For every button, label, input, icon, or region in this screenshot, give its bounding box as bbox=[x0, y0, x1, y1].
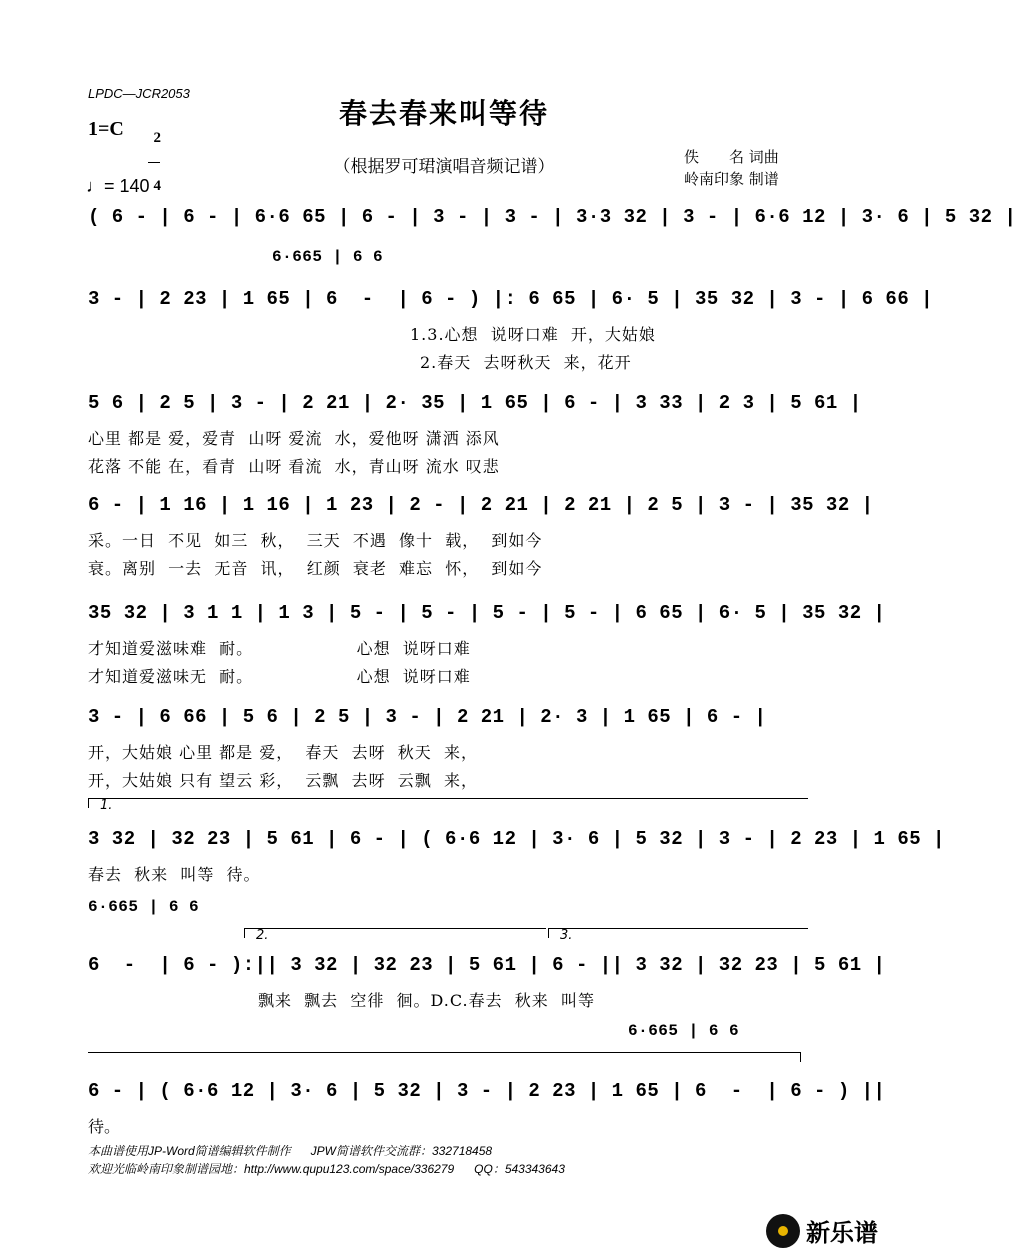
lyric-row-5-verse-1: 才知道爱滋味难 耐。 心想 说呀口难 bbox=[88, 639, 471, 658]
lyric-row-4-verse-1: 采。一日 不见 如三 秋， 三天 不遇 像十 载， 到如今 bbox=[88, 531, 543, 550]
notation-row-9: 6 - | ( 6·6 12 | 3· 6 | 5 32 | 3 - | 2 23 | 1 65 | 6 - | 6 - ) || bbox=[88, 1080, 886, 1102]
coda-bracket-end bbox=[800, 1052, 801, 1062]
lyric-row-6-verse-1: 开，大姑娘 心里 都是 爱， 春天 去呀 秋天 来， bbox=[88, 743, 478, 762]
volta-label-1: 1. bbox=[100, 798, 113, 813]
coda-bracket bbox=[88, 1052, 800, 1053]
lyric-row-4-verse-2: 衰。离别 一去 无音 讯， 红颜 衰老 难忘 怀， 到如今 bbox=[88, 559, 543, 578]
lyric-row-3-verse-2: 花落 不能 在，看青 山呀 看流 水，青山呀 流水 叹悲 bbox=[88, 457, 500, 476]
volta-label-2: 2. bbox=[256, 928, 269, 943]
lyric-row-2-verse-2: 2.春天 去呀秋天 来，花开 bbox=[420, 353, 632, 372]
notation-row-7: 3 32 | 32 23 | 5 61 | 6 - | ( 6·6 12 | 3· 6 | 5 32 | 3 - | 2 23 | 1 65 | bbox=[88, 828, 945, 850]
notation-row-3: 5 6 | 2 5 | 3 - | 2 21 | 2· 35 | 1 65 | 6 - | 3 33 | 2 3 | 5 61 | bbox=[88, 392, 862, 414]
footer-line-1: 本曲谱使用JP-Word简谱编辑软件制作 JPW简谱软件交流群：332718458 bbox=[88, 1144, 493, 1158]
lyric-row-9: 待。 bbox=[88, 1117, 121, 1136]
volta-bracket-1-start bbox=[88, 798, 89, 808]
notation-row-1: ( 6 - | 6 - | 6·6 65 | 6 - | 3 - | 3 - | 3·3 32 | 3 - | 6·6 12 | 3· 6 | 5 32 | bbox=[88, 206, 1016, 228]
volta-bracket-3-start bbox=[548, 928, 549, 938]
lyric-row-5-verse-2: 才知道爱滋味无 耐。 心想 说呀口难 bbox=[88, 667, 471, 686]
volta-bracket-2-start bbox=[244, 928, 245, 938]
lyric-row-2-verse-1: 1.3.心想 说呀口难 开，大姑娘 bbox=[410, 325, 656, 344]
site-logo bbox=[766, 1213, 878, 1248]
meter-bottom: 4 bbox=[153, 178, 161, 194]
meter-top: 2 bbox=[153, 130, 161, 146]
lyric-row-3-verse-1: 心里 都是 爱，爱青 山呀 爱流 水，爱他呀 潇洒 添风 bbox=[88, 429, 500, 448]
volta-bracket-2 bbox=[244, 928, 546, 929]
credit-lyrics-music: 佚 名 词曲 bbox=[684, 148, 779, 166]
tempo-marking: ♩= 140 bbox=[86, 176, 150, 196]
site-logo-text: 新乐谱 bbox=[806, 1219, 878, 1247]
lyric-row-7: 春去 秋来 叫等 待。 bbox=[88, 865, 261, 884]
notation-row-5: 35 32 | 3 1 1 | 1 3 | 5 - | 5 - | 5 - | 5 - | 6 65 | 6· 5 | 35 32 | bbox=[88, 602, 886, 624]
song-title: 春去春来叫等待 bbox=[338, 97, 549, 130]
footer-line-2: 欢迎光临岭南印象制谱园地：http://www.qupu123.com/space/336279 QQ：543343643 bbox=[88, 1162, 565, 1176]
notation-row-4: 6 - | 1 16 | 1 16 | 1 23 | 2 - | 2 21 | 2 21 | 2 5 | 3 - | 35 32 | bbox=[88, 494, 874, 516]
alternate-notation-row-8: 6·665 | 6 6 bbox=[88, 898, 200, 916]
lyric-row-6-verse-2: 开，大姑娘 只有 望云 彩， 云飘 去呀 云飘 来， bbox=[88, 771, 478, 790]
credit-transcriber: 岭南印象 制谱 bbox=[684, 170, 779, 188]
notation-row-8: 6 - | 6 - ):|| 3 32 | 32 23 | 5 61 | 6 - || 3 32 | 32 23 | 5 61 | bbox=[88, 954, 886, 976]
notation-row-6: 3 - | 6 66 | 5 6 | 2 5 | 3 - | 2 21 | 2· 3 | 1 65 | 6 - | bbox=[88, 706, 767, 728]
song-subtitle: （根据罗可珺演唱音频记谱） bbox=[333, 157, 555, 177]
volta-label-3: 3. bbox=[560, 928, 573, 943]
volta-bracket-1 bbox=[88, 798, 808, 799]
alternate-notation-row-2: 6·665 | 6 6 bbox=[272, 248, 384, 266]
lyric-row-8: 飘来 飘去 空徘 徊。D.C.春去 秋来 叫等 bbox=[258, 991, 595, 1010]
notation-row-2: 3 - | 2 23 | 1 65 | 6 - | 6 - ) |: 6 65 | 6· 5 | 35 32 | 3 - | 6 66 | bbox=[88, 288, 934, 310]
record-disc-icon bbox=[766, 1214, 800, 1248]
alternate-notation-row-9: 6·665 | 6 6 bbox=[628, 1022, 740, 1040]
meter-line bbox=[148, 162, 160, 163]
key-signature: 1=C bbox=[88, 118, 124, 140]
volta-bracket-3 bbox=[548, 928, 808, 929]
score-code: LPDC—JCR2053 bbox=[88, 86, 190, 101]
